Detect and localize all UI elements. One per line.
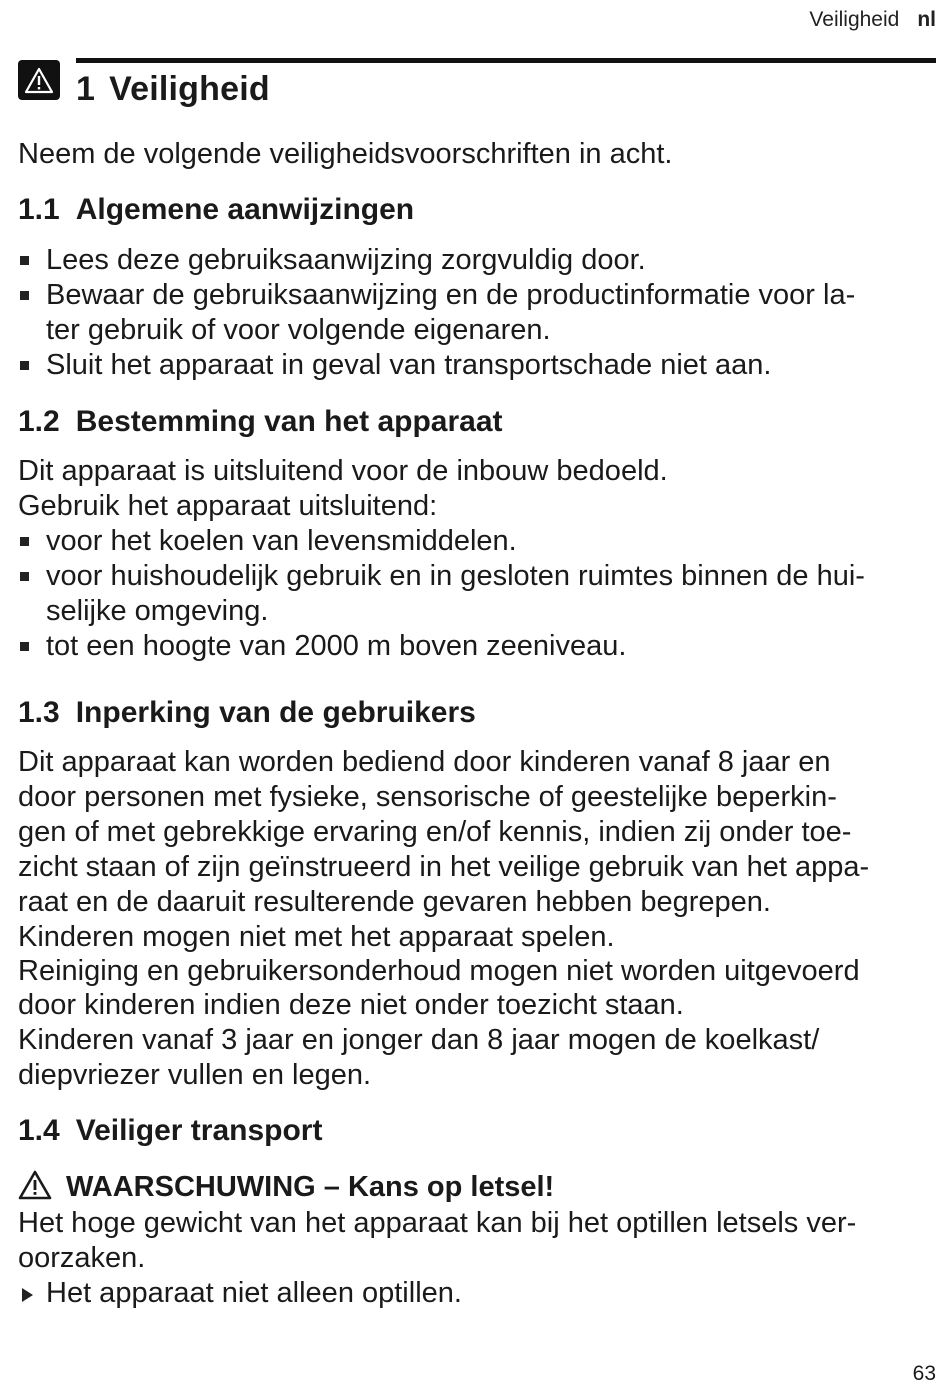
section-number: 1.2 (18, 405, 60, 438)
list-item-text: voor het koelen van levensmiddelen. (46, 525, 517, 557)
chapter-rule (76, 58, 936, 63)
paragraph: Dit apparaat is uitsluitend voor de inbouw bedoeld. (18, 455, 668, 487)
running-header (809, 8, 936, 32)
section-title: Bestemming van het apparaat (75, 405, 503, 438)
intro-text: Neem de volgende veiligheidsvoorschriften in acht. (18, 138, 673, 170)
bullet-square-icon (20, 572, 29, 581)
list-item-text: voor huishoudelijk gebruik en in gesloten ruimtes binnen de hui- (46, 560, 865, 592)
bullet-square-icon (20, 361, 29, 370)
section-heading-1-4 (18, 1114, 322, 1148)
arrow-right-icon (22, 1288, 33, 1302)
paragraph-line: raat en de daaruit resulterende gevaren hebben begrepen. (18, 886, 771, 918)
paragraph-line: Het hoge gewicht van het apparaat kan bij het optillen letsels ver- (18, 1207, 857, 1239)
bullet-square-icon (20, 537, 29, 546)
warning-heading (18, 1170, 554, 1204)
list-item (18, 559, 936, 594)
list-item-text: selijke omgeving. (46, 595, 269, 627)
header-language: nl (917, 8, 936, 31)
list-item-text: Bewaar de gebruiksaanwijzing en de productinformatie voor la- (46, 279, 856, 311)
paragraph-line: Dit apparaat kan worden bediend door kinderen vanaf 8 jaar en (18, 746, 831, 778)
chapter-number: 1 (76, 70, 96, 108)
paragraph-line: diepvriezer vullen en legen. (18, 1059, 372, 1091)
list-item-text: Sluit het apparaat in geval van transportschade niet aan. (46, 349, 772, 381)
section-heading-1-2 (18, 405, 503, 439)
section-title: Inperking van de gebruikers (75, 696, 476, 729)
header-section: Veiligheid (809, 8, 900, 31)
paragraph-line: oorzaken. (18, 1242, 146, 1274)
action-step-text: Het apparaat niet alleen optillen. (46, 1277, 462, 1309)
bullet-square-icon (20, 256, 29, 265)
section-title: Veiliger transport (75, 1114, 323, 1147)
list-item-text: Lees deze gebruiksaanwijzing zorgvuldig door. (46, 244, 646, 276)
section-number: 1.1 (18, 193, 60, 226)
chapter-title-text: Veiligheid (109, 70, 270, 108)
chapter-title (76, 70, 270, 109)
paragraph-line: Kinderen mogen niet met het apparaat spelen. (18, 921, 615, 953)
section-heading-1-3 (18, 696, 476, 730)
list-item (18, 278, 936, 313)
paragraph-line: Kinderen vanaf 3 jaar en jonger dan 8 jaar mogen de koelkast/ (18, 1024, 820, 1056)
warning-triangle-icon (18, 60, 60, 100)
list-item-text: ter gebruik of voor volgende eigenaren. (46, 314, 551, 346)
warning-triangle-icon (18, 1170, 52, 1200)
list-item-continuation (18, 313, 936, 348)
list-item-continuation (18, 594, 936, 629)
section-number: 1.4 (18, 1114, 60, 1147)
list-item (18, 629, 936, 664)
page-number: 63 (912, 1362, 936, 1385)
list-item (18, 243, 936, 278)
list-item-text: tot een hoogte van 2000 m boven zeeniveau. (46, 630, 627, 662)
paragraph-line: door personen met fysieke, sensorische of geestelijke beperkin- (18, 781, 837, 813)
bullet-square-icon (20, 642, 29, 651)
paragraph-line: Reiniging en gebruikersonderhoud mogen niet worden uitgevoerd (18, 955, 860, 987)
action-step (18, 1276, 936, 1311)
paragraph-line: door kinderen indien deze niet onder toezicht staan. (18, 989, 684, 1021)
section-number: 1.3 (18, 696, 60, 729)
list-item (18, 348, 936, 383)
section-heading-1-1 (18, 193, 414, 227)
list-item (18, 524, 936, 559)
paragraph-line: gen of met gebrekkige ervaring en/of kennis, indien zij onder toe- (18, 816, 852, 848)
paragraph: Gebruik het apparaat uitsluitend: (18, 490, 438, 522)
paragraph-line: zicht staan of zijn geïnstrueerd in het veilige gebruik van het appa- (18, 851, 870, 883)
bullet-square-icon (20, 291, 29, 300)
warning-text: WAARSCHUWING – Kans op letsel! (66, 1171, 555, 1203)
section-title: Algemene aanwijzingen (75, 193, 415, 226)
